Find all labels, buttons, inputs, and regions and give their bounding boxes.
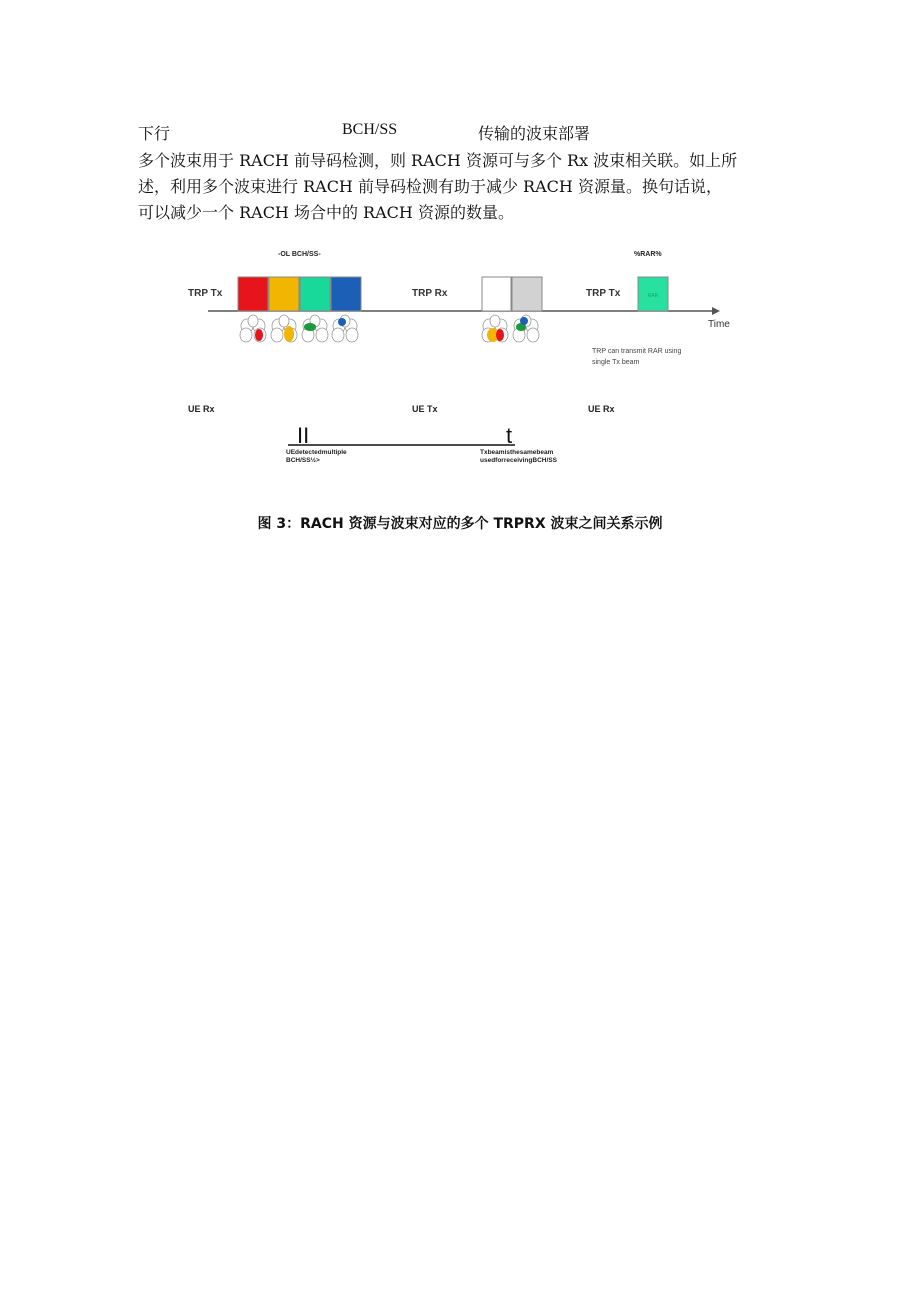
heading-part-bchss: BCH/SS: [342, 121, 398, 138]
paragraph-line-2: 述，利用多个波束进行 RACH 前导码检测有助于减少 RACH 资源量。换句话说，: [138, 177, 722, 196]
note-line-2: single Tx beam: [592, 359, 640, 366]
beam-block-blue: [331, 277, 361, 311]
label-ue-rx-1: UE Rx: [188, 404, 215, 414]
rx-block-white: [482, 277, 511, 311]
label-trp-rx: TRP Rx: [412, 288, 448, 299]
figure-caption: 图 3：RACH 资源与波束对应的多个 TRPRX 波束之间关系示例: [257, 516, 663, 532]
section-heading: [138, 121, 778, 145]
beam-flower-icon: [240, 315, 266, 342]
beam-flower-icon: [302, 315, 328, 342]
label-trp-tx-1: TRP Tx: [188, 288, 223, 299]
beam-flower-icon: [482, 315, 508, 342]
annotation-right-2: usedforreceivingBCH/SS: [480, 457, 557, 464]
rx-block-gray: [512, 277, 542, 311]
annotation-left-2: BCH/SS½>: [286, 457, 320, 464]
marker-left: II: [297, 423, 310, 448]
marker-right: t: [506, 423, 513, 448]
note-line-1: TRP can transmit RAR using: [592, 348, 682, 355]
paragraph-line-1: 多个波束用于 RACH 前导码检测，则 RACH 资源可与多个 Rx 波束相关联。如上所: [138, 151, 738, 170]
label-ue-tx: UE Tx: [412, 404, 438, 414]
annotation-right-1: Txbeamisthesamebeam: [480, 449, 554, 456]
beam-block-orange: [269, 277, 299, 311]
beam-flower-icon: [271, 315, 297, 342]
label-rar: %RAR%: [634, 251, 662, 258]
beam-block-green: [300, 277, 330, 311]
heading-part-beam-deploy: 传输的波束部署: [478, 124, 591, 143]
time-axis-arrow-icon: [712, 307, 720, 315]
heading-part-downlink: 下行: [138, 124, 171, 143]
beam-flower-icon: [332, 315, 358, 342]
rar-block-label: RAR: [647, 293, 659, 299]
label-time: Time: [708, 319, 730, 330]
beam-diagram-svg: [180, 240, 750, 480]
beam-block-red: [238, 277, 268, 311]
label-ue-rx-2: UE Rx: [588, 404, 615, 414]
annotation-left-1: UEdetectedmultiple: [286, 449, 347, 456]
body-paragraph: [138, 148, 778, 226]
beam-flower-icon: [513, 315, 539, 342]
label-trp-tx-2: TRP Tx: [586, 288, 621, 299]
paragraph-line-3: 可以减少一个 RACH 场合中的 RACH 资源的数量。: [138, 203, 514, 222]
beam-diagram: [180, 240, 750, 480]
label-bch-ss: -OL BCH/SS-: [278, 251, 321, 258]
